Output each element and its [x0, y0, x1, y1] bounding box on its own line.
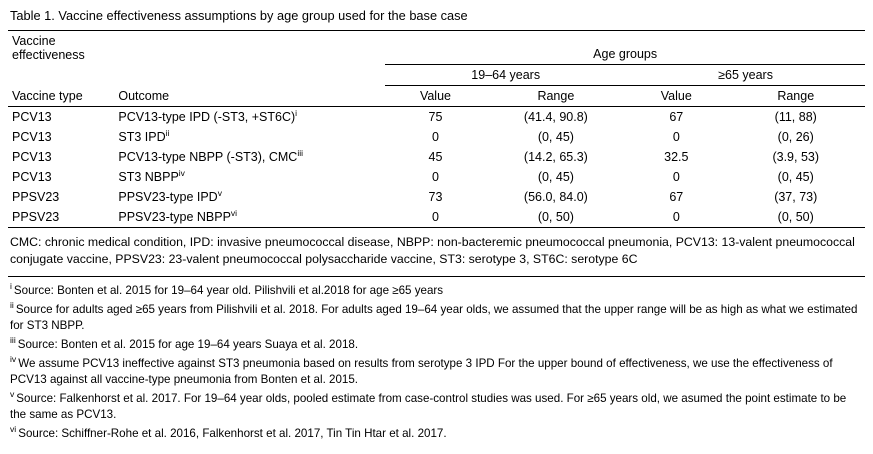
- cell-value-1964: 0: [431, 170, 439, 185]
- cell-range-1964: (0, 45): [537, 170, 574, 185]
- cell-range-65: (3.9, 53): [772, 150, 820, 165]
- cell-outcome-note-mark: iv: [178, 168, 185, 179]
- cell-outcome-note-mark: i: [295, 108, 298, 119]
- cell-value-1964: 73: [428, 190, 443, 205]
- column-header-range-1964: Range: [486, 86, 626, 107]
- cell-range-65: (0, 26): [777, 130, 814, 145]
- abbreviations-text: CMC: chronic medical condition, IPD: invasive pneumococcal disease, NBPP: non-bacteremic pneumococcal pneumonia, PCV13: 13-valent pneumococcal conjugate vaccine, PPSV23: 23-valent pneumococcal polysaccharide vaccine, ST3: serotype 3, ST6C: serotype 6C: [10, 235, 855, 267]
- cell-value-1964: 0: [431, 130, 439, 145]
- abbreviations-block: [8, 234, 865, 267]
- notes-divider: [8, 276, 865, 277]
- cell-outcome-text: PPSV23-type IPD: [118, 190, 218, 205]
- note-mark: i: [10, 280, 12, 291]
- table-header-row-ages: [8, 65, 865, 86]
- cell-outcome: [114, 167, 385, 187]
- cell-outcome: [114, 207, 385, 228]
- note-item: [10, 299, 863, 334]
- table-header-row-groups: [8, 30, 865, 65]
- cell-range-1964: (14.2, 65.3): [523, 150, 588, 165]
- note-text: Source: Schiffner-Rohe et al. 2016, Falkenhorst et al. 2017, Tin Tin Htar et al. 2017.: [18, 426, 447, 440]
- note-mark: iv: [10, 353, 17, 364]
- age-group-19-64: 19–64 years: [385, 65, 626, 86]
- cell-range-65: (0, 45): [777, 170, 814, 185]
- note-mark: iii: [10, 334, 16, 345]
- cell-outcome: [114, 107, 385, 128]
- cell-outcome-note-mark: ii: [165, 128, 170, 139]
- cell-vaccine-type: PPSV23: [12, 190, 60, 205]
- cell-value-1964: 45: [428, 150, 443, 165]
- column-header-outcome: Outcome: [114, 86, 385, 107]
- cell-range-65: (37, 73): [774, 190, 818, 205]
- cell-range-65: (11, 88): [774, 110, 817, 125]
- cell-range-1964: (56.0, 84.0): [523, 190, 588, 205]
- cell-value-65: 0: [626, 207, 726, 228]
- cell-range-1964: (0, 45): [537, 130, 574, 145]
- cell-outcome-text: PCV13-type IPD (-ST3, +ST6C): [118, 110, 296, 125]
- cell-value-65: 0: [672, 130, 680, 145]
- cell-value-65: 67: [669, 190, 684, 205]
- note-item: [10, 353, 863, 388]
- note-text: Source: Bonten et al. 2015 for age 19–64 years Suaya et al. 2018.: [17, 337, 359, 351]
- table-row: [8, 207, 865, 228]
- cell-outcome: [114, 187, 385, 207]
- cell-vaccine-type: PCV13: [12, 110, 52, 125]
- table-caption: Table 1. Vaccine effectiveness assumptions by age group used for the base case: [10, 8, 468, 23]
- cell-range-65: (0, 50): [726, 207, 865, 228]
- cell-outcome: [114, 147, 385, 167]
- cell-outcome-note-mark: iii: [297, 148, 304, 159]
- cell-vaccine-type: PCV13: [12, 130, 52, 145]
- cell-vaccine-type: PCV13: [12, 170, 52, 185]
- note-mark: ii: [10, 299, 14, 310]
- notes-block: [8, 280, 865, 442]
- note-item: [10, 280, 863, 299]
- note-text: Source: Falkenhorst et al. 2017. For 19–64 year olds, pooled estimate from case-control studies was used. For ≥65 years old, we asumed the point estimate to be the same as PCV13.: [10, 391, 847, 421]
- cell-range-1964: (41.4, 90.8): [523, 110, 588, 125]
- cell-outcome-note-mark: v: [217, 188, 222, 199]
- cell-outcome-text: ST3 IPD: [118, 130, 166, 145]
- column-header-vaccine-type: Vaccine type: [8, 86, 114, 107]
- corner-label: Vaccine effectiveness: [8, 30, 114, 65]
- cell-outcome: [114, 127, 385, 147]
- age-group-65-plus: ≥65 years: [626, 65, 865, 86]
- cell-value-65: 32.5: [664, 150, 689, 165]
- age-groups-header: Age groups: [385, 30, 865, 65]
- note-text: Source: Bonten et al. 2015 for 19–64 year old. Pilishvili et al.2018 for age ≥65 years: [13, 283, 444, 297]
- note-mark: v: [10, 388, 15, 399]
- cell-range-1964: (0, 50): [486, 207, 626, 228]
- corner-spacer: [114, 30, 385, 65]
- table-row: [8, 167, 865, 187]
- cell-value-65: 0: [672, 170, 680, 185]
- table-row: [8, 147, 865, 167]
- table-header-row-columns: [8, 86, 865, 107]
- cell-outcome-text: ST3 NBPP: [118, 170, 179, 185]
- cell-outcome-text: PCV13-type NBPP (-ST3), CMC: [118, 150, 298, 165]
- cell-outcome-text: PPSV23-type NBPP: [118, 210, 231, 225]
- age-spacer-2: [114, 65, 385, 86]
- table-row: [8, 107, 865, 128]
- column-header-value-65: Value: [626, 86, 726, 107]
- cell-vaccine-type: PPSV23: [8, 207, 114, 228]
- note-item: [10, 334, 863, 353]
- table-row: [8, 127, 865, 147]
- note-item: [10, 388, 863, 423]
- note-item: [10, 423, 863, 442]
- cell-value-1964: 75: [428, 110, 443, 125]
- cell-outcome-note-mark: vi: [230, 208, 238, 219]
- note-mark: vi: [10, 423, 17, 434]
- note-text: Source for adults aged ≥65 years from Pilishvili et al. 2018. For adults aged 19–64 year olds, we assumed that the upper range will be as high as what we estimated for ST3 NBPP.: [10, 302, 858, 332]
- cell-value-1964: 0: [385, 207, 485, 228]
- column-header-value-1964: Value: [385, 86, 485, 107]
- cell-vaccine-type: PCV13: [12, 150, 52, 165]
- note-text: We assume PCV13 ineffective against ST3 pneumonia based on results from serotype 3 IPD For the upper bound of effectiveness, we use the effectiveness of PCV13 against all vaccine-type pneumonia from Bonten et al. 2015.: [10, 356, 833, 386]
- table-row: [8, 187, 865, 207]
- column-header-range-65: Range: [726, 86, 865, 107]
- cell-value-65: 67: [669, 110, 684, 125]
- vaccine-effectiveness-table: [8, 30, 865, 229]
- age-spacer-1: [8, 65, 114, 86]
